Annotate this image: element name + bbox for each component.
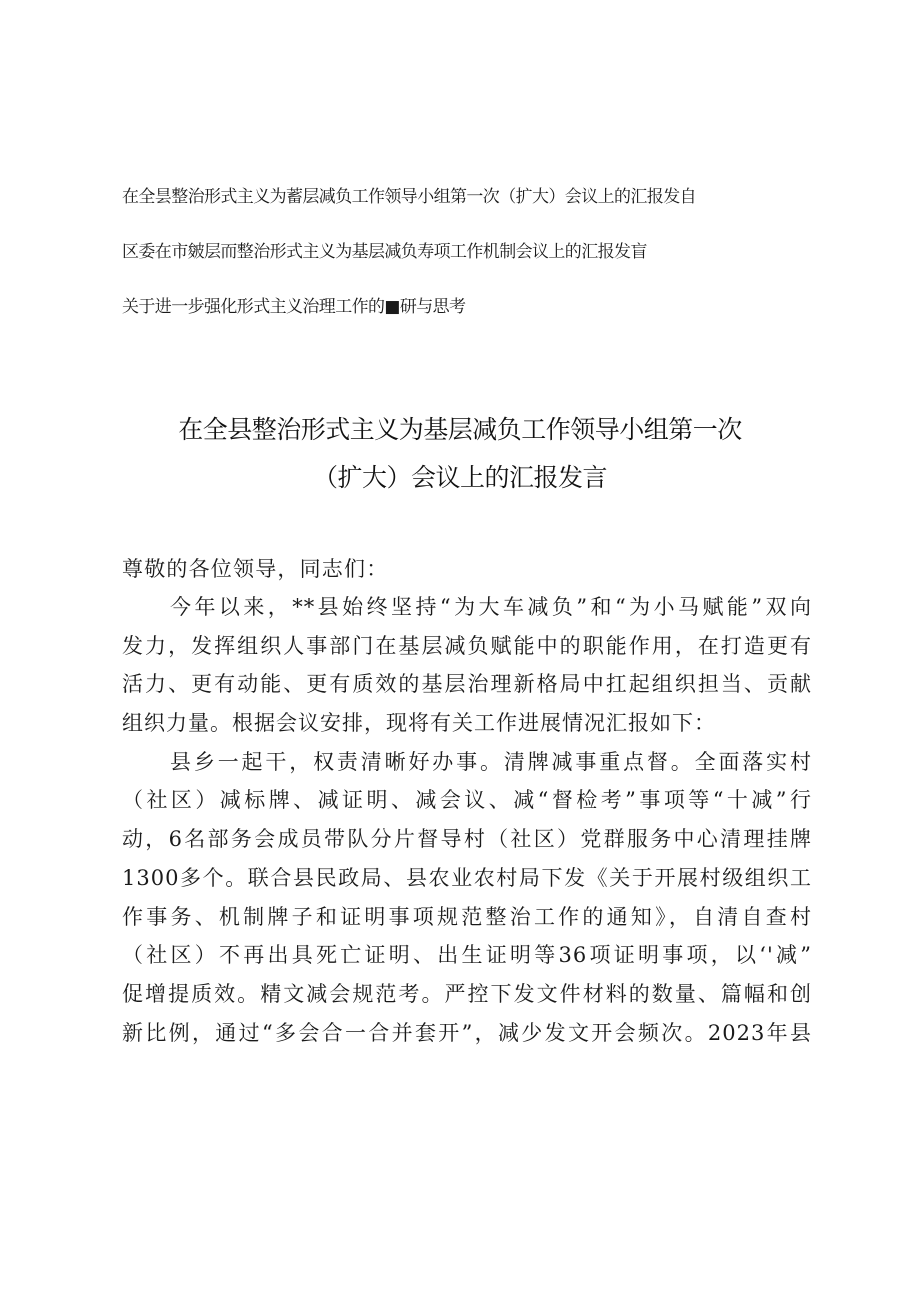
paragraph-line: 今年以来，**县始终坚持“为大车减负”和“为小马赋能”双向 bbox=[170, 595, 812, 619]
paragraph-line: 动，6名部务会成员带队分片督导村（社区）党群服务中心清理挂牌 bbox=[122, 827, 812, 852]
document-title-line-1: 在全县整治形式主义为基层减负工作领导小组第一次 bbox=[178, 415, 742, 444]
paragraph-line: 活力、更有动能、更有质效的基层治理新格局中扛起组织担当、贡献 bbox=[122, 672, 812, 697]
paragraph-line: 新比例，通过“多会合一合并套开”，减少发文开会频次。2023年县 bbox=[122, 1020, 812, 1045]
paragraph-line: 促增提质效。精文减会规范考。严控下发文件材料的数量、篇幅和创 bbox=[122, 981, 812, 1006]
paragraph-section-1 bbox=[122, 743, 812, 1053]
toc-item: 关于进一步强化形式主义治理工作的■研与思考 bbox=[122, 297, 466, 317]
toc-item: 区委在市皴层而整治形式主义为基层减负寿项工作机制会议上的汇报发盲 bbox=[122, 242, 647, 262]
salutation: 尊敬的各位领导，同志们： bbox=[122, 557, 389, 581]
document-body bbox=[122, 550, 812, 1052]
paragraph-line: 1300多个。联合县民政局、县农业农村局下发《关于开展村级组织工 bbox=[122, 865, 812, 890]
paragraph-line: 发力，发挥组织人事部门在基层减负赋能中的职能作用，在打造更有 bbox=[122, 633, 812, 658]
paragraph-line: 县乡一起干，权责清晰好办事。清牌减事重点督。全面落实村 bbox=[170, 749, 812, 774]
document-title-line-2: （扩大）会议上的汇报发言 bbox=[312, 463, 607, 492]
paragraph-line: 作事务、机制牌子和证明事项规范整治工作的通知》，自清自查村 bbox=[122, 904, 812, 929]
paragraph-line: 组织力量。根据会议安排，现将有关工作进展情况汇报如下： bbox=[122, 711, 716, 736]
paragraph-line: （社区）减标牌、减证明、减会议、减“督检考”事项等“十减”行 bbox=[122, 788, 812, 813]
paragraph-line: （社区）不再出具死亡证明、出生证明等36项证明事项，以‘'减” bbox=[122, 943, 812, 968]
paragraph-intro bbox=[122, 588, 812, 743]
toc-item: 在全昙整治形式主义为蓄层减负工作领导小组第一次（扩大）会议上的汇报发自 bbox=[122, 187, 696, 207]
table-of-contents bbox=[122, 183, 802, 348]
